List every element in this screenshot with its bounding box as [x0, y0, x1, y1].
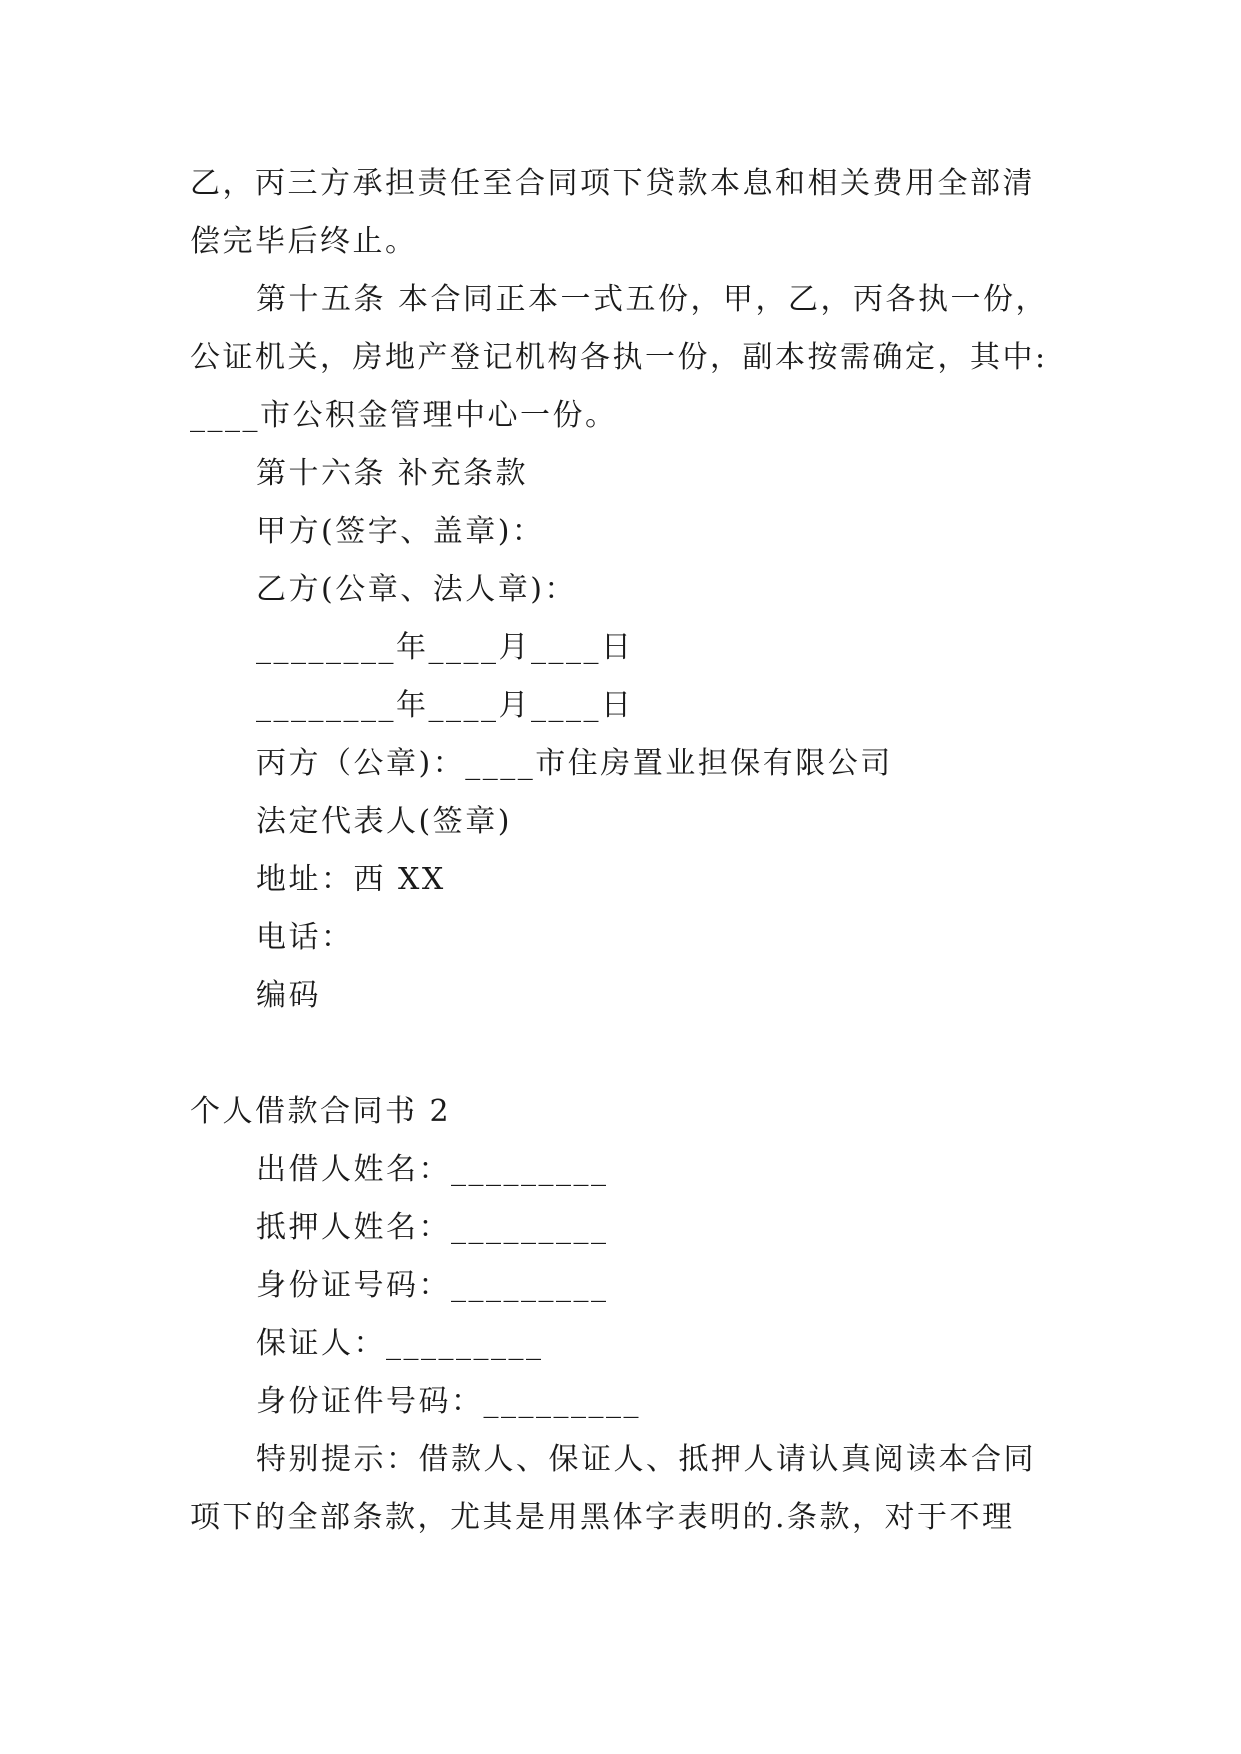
section-title: 个人借款合同书 2 — [190, 1094, 452, 1129]
notice-line: 特别提示：借款人、保证人、抵押人请认真阅读本合同 — [256, 1442, 1036, 1477]
article-15-line: ____市公积金管理中心一份。 — [190, 398, 618, 433]
paragraph-line: 偿完毕后终止。 — [190, 224, 418, 259]
party-c-signature: 丙方（公章)：____市住房置业担保有限公司 — [256, 746, 893, 781]
party-b-signature: 乙方(公章、法人章)： — [256, 572, 577, 607]
paragraph-line: 乙，丙三方承担责任至合同项下贷款本息和相关费用全部清 — [190, 166, 1035, 201]
lender-name-field: 出借人姓名：_________ — [256, 1152, 609, 1187]
legal-representative: 法定代表人(签章) — [256, 804, 512, 839]
address-line: 地址：西 XX — [256, 862, 446, 897]
party-a-signature: 甲方(签字、盖章)： — [256, 514, 545, 549]
date-line: ________年____月____日 — [256, 688, 634, 723]
id-document-number-field: 身份证件号码：_________ — [256, 1384, 641, 1419]
postcode-line: 编码 — [256, 978, 321, 1013]
id-number-field: 身份证号码：_________ — [256, 1268, 609, 1303]
notice-line: 项下的全部条款，尤其是用黑体字表明的.条款，对于不理 — [190, 1500, 1015, 1535]
mortgagor-name-field: 抵押人姓名：_________ — [256, 1210, 609, 1245]
date-line: ________年____月____日 — [256, 630, 634, 665]
article-15-line: 公证机关，房地产登记机构各执一份，副本按需确定，其中: — [190, 340, 1048, 375]
guarantor-field: 保证人：_________ — [256, 1326, 544, 1361]
phone-line: 电话： — [256, 920, 354, 955]
article-16-heading: 第十六条 补充条款 — [256, 456, 529, 491]
article-15-line: 第十五条 本合同正本一式五份，甲，乙，丙各执一份， — [256, 282, 1049, 317]
